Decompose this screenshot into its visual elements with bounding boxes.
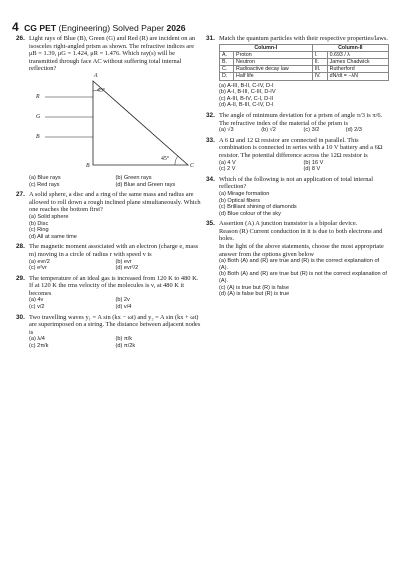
- row-numeral: II.: [312, 59, 327, 66]
- header-title: (Engineering) Solved Paper: [58, 23, 165, 33]
- option-d[interactable]: (d) π/2k: [115, 343, 136, 350]
- table-row: [220, 51, 389, 58]
- label-ray-r: R: [36, 93, 40, 100]
- option-b[interactable]: (b) π/k: [115, 336, 133, 343]
- option-b[interactable]: (b) √2: [261, 127, 276, 134]
- row-item: Neutron: [234, 59, 313, 66]
- options: [219, 83, 388, 109]
- label-vertex-a: A: [94, 72, 98, 79]
- angle-label-top: 45°: [97, 87, 106, 94]
- prism-figure: [33, 72, 203, 173]
- page-number: 4: [12, 20, 19, 34]
- header-year: 2026: [166, 23, 186, 33]
- options: [29, 336, 202, 349]
- options: [219, 258, 388, 298]
- option-c[interactable]: (c) 2 V: [219, 166, 236, 173]
- row-numeral: I.: [312, 51, 327, 58]
- question-number: 29.: [16, 274, 25, 282]
- label-vertex-b: B: [86, 162, 90, 169]
- option-a[interactable]: (a) λ/4: [29, 336, 45, 343]
- table-row: [220, 73, 389, 80]
- option-c[interactable]: (c) e²vr: [29, 265, 47, 272]
- option-d[interactable]: (d) 8 V: [303, 166, 321, 173]
- option-c[interactable]: (c) Brilliant shining of diamonds: [219, 204, 297, 211]
- option-a[interactable]: (a) A-III, B-II, C-IV, D-I: [219, 82, 274, 89]
- option-d[interactable]: (d) All at same time: [29, 233, 77, 240]
- option-a[interactable]: (a) 4v: [29, 297, 44, 304]
- row-letter: B.: [220, 59, 234, 66]
- options: [29, 175, 202, 188]
- question-text: Which of the following is not an application of total internal reflection?: [219, 175, 374, 191]
- options: [219, 160, 388, 173]
- options: [29, 259, 202, 272]
- option-b[interactable]: (b) Both (A) and (R) are true but (R) is not the correct explanation of (A).: [219, 271, 387, 285]
- option-c[interactable]: (c) v/2: [29, 304, 45, 311]
- question-31: [206, 35, 388, 109]
- row-letter: C.: [220, 66, 234, 73]
- question-number: 27.: [16, 191, 25, 199]
- option-d[interactable]: (d) A-II, B-III, C-IV, D-I: [219, 102, 274, 109]
- option-d[interactable]: (d) Blue colour of the sky: [219, 210, 281, 217]
- question-35: [206, 220, 388, 298]
- option-d[interactable]: (d) evr²/2: [115, 265, 139, 272]
- option-c[interactable]: (c) Ring: [29, 227, 49, 234]
- right-column: [206, 35, 388, 301]
- option-a[interactable]: (a) Solid sphere: [29, 213, 69, 220]
- row-property: James Chadwick: [327, 59, 388, 66]
- question-27: [16, 191, 202, 240]
- option-d[interactable]: (d) Blue and Green rays: [115, 181, 176, 188]
- angle-label-bottom: 45°: [161, 155, 170, 162]
- table-row: [220, 66, 389, 73]
- option-c[interactable]: (c) Red rays: [29, 181, 60, 188]
- options: [29, 297, 202, 310]
- question-26: [16, 35, 202, 188]
- option-b[interactable]: (b) evr: [115, 258, 132, 265]
- label-ray-b: B: [36, 133, 40, 140]
- question-number: 26.: [16, 35, 25, 42]
- question-text: A 6 Ω and 12 Ω resistor are connected in parallel. This combination is connected in series with a 10 V battery and a 6Ω resistor. The potential difference across the 12Ω resistor is: [219, 136, 383, 159]
- row-item: Proton: [234, 51, 313, 58]
- options: [219, 127, 388, 134]
- option-d[interactable]: (d) v/4: [115, 304, 132, 311]
- question-text: A solid sphere, a disc and a ring of the same mass and radius are allowed to roll down a rough inclined plane simultaneously. Which one reaches the bottom first?: [29, 191, 201, 214]
- question-29: [16, 275, 202, 311]
- column-i-header: Column-I: [220, 44, 313, 51]
- row-item: Half life: [234, 73, 313, 80]
- question-number: 28.: [16, 243, 25, 251]
- question-number: 33.: [206, 136, 215, 144]
- option-a[interactable]: (a) 4 V: [219, 159, 236, 166]
- question-text: The magnetic moment associated with an electron (charge e, mass m) moving in a circle of radius r with speed v is: [29, 243, 199, 258]
- question-number: 34.: [206, 175, 215, 183]
- question-28: [16, 243, 202, 271]
- header-title-bold: CG PET: [24, 23, 57, 33]
- row-numeral: IV.: [312, 73, 327, 80]
- question-text: The angle of minimum deviation for a prism of angle π/3 is π/6. The refractive index of the material of the prism is: [219, 111, 383, 127]
- option-b[interactable]: (b) Green rays: [115, 174, 152, 181]
- option-a[interactable]: (a) √3: [219, 127, 234, 134]
- label-ray-g: G: [36, 113, 41, 120]
- question-30: [16, 314, 202, 350]
- options: [219, 191, 388, 217]
- option-c[interactable]: (c) (A) is true but (R) is false: [219, 284, 289, 291]
- question-text: In the light of the above statements, choose the most appropriate answer from the options given below: [219, 243, 384, 258]
- option-d[interactable]: (d) (A) is false but (R) is true: [219, 291, 290, 298]
- question-number: 35.: [206, 220, 215, 228]
- left-column: [16, 35, 202, 353]
- prism-diagram: [33, 72, 203, 173]
- table-row: [220, 59, 389, 66]
- options: [29, 214, 202, 240]
- question-text: Two travelling waves y₁ = A sin (kx − ωt) and y₂ = A sin (kx + ωt) are superimposed on a string. The distance between adjacent nodes is: [29, 313, 201, 336]
- column-ii-header: Column-II: [312, 44, 388, 51]
- option-a[interactable]: (a) Both (A) and (R) are true and (R) is the correct explanation of (A).: [219, 258, 380, 271]
- question-text: Light rays of Blue (B), Green (G) and Red (R) are incident on an isosceles right-angled prism as shown. The refractive indices are μB = 1.39, μG = 1.424, μR = 1.476. Which ray(s) will be transmitted through face AC without suffering total internal reflection?: [29, 35, 196, 73]
- reason-text: Reason (R) Current conduction in it is due to both electrons and holes.: [219, 227, 383, 243]
- question-33: [206, 137, 388, 173]
- question-34: [206, 176, 388, 218]
- option-c[interactable]: (c) 3/2: [303, 127, 320, 134]
- question-32: [206, 112, 388, 134]
- question-text: The temperature of an ideal gas is increased from 120 K to 480 K. If at 120 K the rms velocity of the molecules is v, at 480 K it becomes: [29, 274, 199, 297]
- option-c[interactable]: (c) A-III, B-IV, C-I, D-II: [219, 95, 274, 102]
- question-number: 30.: [16, 313, 25, 321]
- option-b[interactable]: (b) Optical fibers: [219, 197, 261, 204]
- row-property: Rutherford: [327, 66, 388, 73]
- page-header: [12, 20, 186, 34]
- option-c[interactable]: (c) 2π/k: [29, 343, 49, 350]
- option-a[interactable]: (a) Blue rays: [29, 174, 61, 181]
- option-a[interactable]: (a) Mirage formation: [219, 190, 270, 197]
- option-b[interactable]: (b) A-I, B-III, C-III, D-IV: [219, 89, 276, 96]
- option-a[interactable]: (a) evr/2: [29, 258, 50, 265]
- question-number: 32.: [206, 111, 215, 119]
- option-b[interactable]: (b) Disc: [29, 220, 49, 227]
- row-letter: A.: [220, 51, 234, 58]
- row-item: Radioactive decay law: [234, 66, 313, 73]
- assertion-text: Assertion (A) A junction transistor is a bipolar device.: [219, 220, 358, 228]
- match-table: [219, 44, 389, 81]
- question-number: 31.: [206, 35, 215, 42]
- option-b[interactable]: (b) 2v: [115, 297, 130, 304]
- row-letter: D.: [220, 73, 234, 80]
- row-numeral: III.: [312, 66, 327, 73]
- row-property: 0.693 / λ: [327, 51, 388, 58]
- option-d[interactable]: (d) 2/3: [345, 127, 362, 134]
- row-property: dN/dt = −λN: [327, 73, 388, 80]
- option-b[interactable]: (b) 16 V: [303, 159, 324, 166]
- question-text: Match the quantum particles with their respective properties/laws.: [219, 35, 388, 42]
- label-vertex-c: C: [190, 162, 194, 169]
